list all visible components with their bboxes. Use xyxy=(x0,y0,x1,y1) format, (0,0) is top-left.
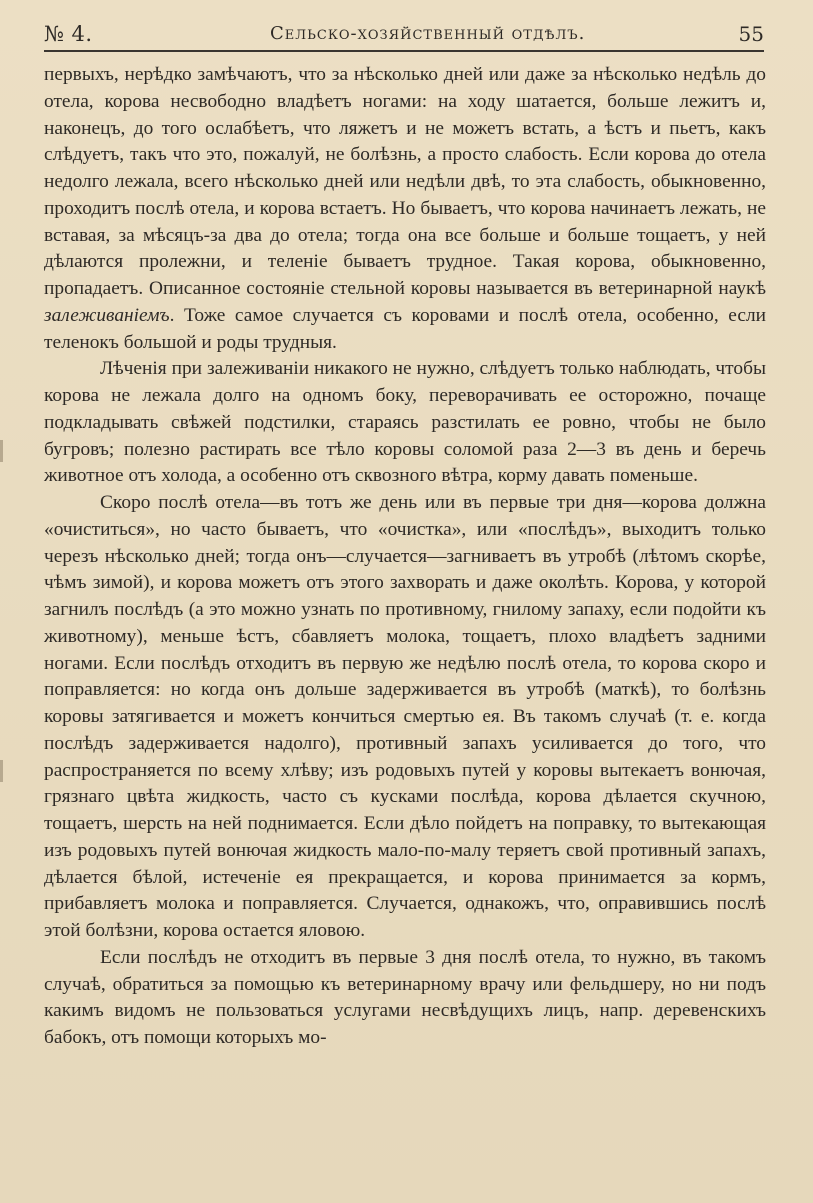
page-number: 55 xyxy=(738,22,764,46)
emphasized-term: залеживаніемъ xyxy=(44,304,170,326)
header-rule xyxy=(44,50,764,52)
paragraph-1-text-end: . Тоже самое случается съ коровами и послѣ отела, особенно, если теленокъ большой и роды трудныя. xyxy=(44,304,766,353)
paragraph-3: Скоро послѣ отела—въ тотъ же день или въ первые три дня—корова должна «очиститься», но часто бываетъ, что «очистка», или «послѣдъ», выходитъ только черезъ нѣсколько дней; тогда онъ—случается—загниваетъ въ утробѣ (лѣтомъ скорѣе, чѣмъ зимой), и корова можетъ отъ этого захворать и даже околѣть. Корова, у которой загнилъ послѣдъ (а это можно узнать по противному, гнилому запаху, если подойти къ животному), меньше ѣстъ, сбавляетъ молока, тощаетъ, плохо владѣетъ задними ногами. Если послѣдъ отходитъ въ первую же недѣлю послѣ отела, то корова скоро и поправляется: но когда онъ дольше задерживается въ утробѣ (маткѣ), то болѣзнь коровы затягивается и можетъ кончиться смертью ея. Въ такомъ случаѣ (т. е. когда послѣдъ задерживается надолго), противный запахъ усиливается до того, что распространяется по всему хлѣву; изъ родовыхъ путей у коровы вытекаетъ вонючая, грязнаго цвѣта жидкость, часто съ кусками послѣда, корова дѣлается скучною, тощаетъ, шерсть на ней поднимается. Если дѣло пойдетъ на поправку, то вытекающая изъ родовыхъ путей вонючая жидкость мало-по-малу теряетъ свой противный запахъ, дѣлается бѣлой, истеченіе ея прекращается, и корова принимается за кормъ, прибавляетъ молока и поправляется. Случается, однакожъ, что, оправившись послѣ этой болѣзни, корова остается яловою. xyxy=(44,492,766,941)
margin-mark xyxy=(0,760,3,782)
margin-mark xyxy=(0,440,3,462)
paragraph-2: Лѣченія при залеживаніи никакого не нужно, слѣдуетъ только наблюдать, чтобы корова не лежала долго на одномъ боку, переворачивать ее осторожно, почаще подкладывать свѣжей подстилки, стараясь разстилать ее ровно, чтобы не было бугровъ; полезно растирать все тѣло коровы соломой раза 2—3 въ день и беречь животное отъ холода, а особенно отъ сквозного вѣтра, корму давать поменьше. xyxy=(44,358,766,487)
issue-number: № 4. xyxy=(44,22,93,46)
paragraph-1 xyxy=(44,62,766,356)
running-header xyxy=(44,18,764,54)
paragraph-1-text: первыхъ, нерѣдко замѣчаютъ, что за нѣсколько дней или даже за нѣсколько недѣль до отела, корова несвободно владѣетъ ногами: на ходу шатается, больше лежитъ и, наконецъ, до того ослабѣетъ, что ляжетъ и не можетъ встать, а ѣстъ и пьетъ, какъ слѣдуетъ, такъ что это, пожалуй, не болѣзнь, а просто слабость. Если корова до отела недолго лежала, всего нѣсколько дней или недѣли двѣ, то эта слабость, обыкновенно, проходитъ послѣ отела, и корова встаетъ. Но бываетъ, что корова начинаетъ лежать, не вставая, за мѣсяцъ-за два до отела; тогда она все больше и больше тощаетъ, у ней дѣлаются пролежни, и теленіе бываетъ трудное. Такая корова, обыкновенно, пропадаетъ. Описанное состояніе стельной коровы называется въ ветеринарной наукѣ xyxy=(44,64,766,299)
body-text xyxy=(44,62,766,1052)
paragraph-4: Если послѣдъ не отходитъ въ первые 3 дня послѣ отела, то нужно, въ такомъ случаѣ, обратиться за помощью къ ветеринарному врачу или фельдшеру, но ни подъ какимъ видомъ не пользоваться услугами несвѣдущихъ лицъ, напр. деревенскихъ бабокъ, отъ помощи которыхъ мо- xyxy=(44,946,766,1048)
section-title: Сельско-хозяйственный отдѣлъ. xyxy=(270,23,586,44)
